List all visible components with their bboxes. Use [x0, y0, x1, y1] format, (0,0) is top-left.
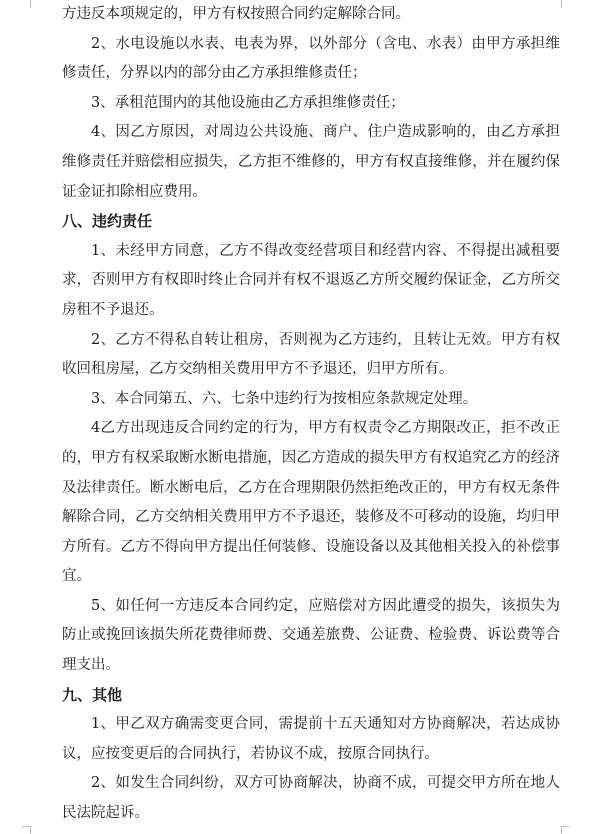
paragraph: 2、乙方不得私自转让租房，否则视为乙方违约，且转让无效。甲方有权收回租房屋，乙方交纳相关费用甲方不予退还，归甲方所有。: [62, 331, 560, 378]
page-corner-mark: [22, 826, 30, 827]
page-corner-mark: [561, 826, 562, 834]
paragraph: 1、甲乙双方确需变更合同，需提前十五天通知对方协商解决，若达成协议，应按变更后的合同执行，若协议不成，按原合同执行。: [62, 716, 560, 762]
page-corner-mark: [561, 826, 569, 827]
page-corner-mark: [561, 0, 562, 8]
page-corner-mark: [30, 826, 31, 834]
page-corner-mark: [30, 0, 31, 8]
paragraph: 2、如发生合同纠纷，双方可协商解决，协商不成，可提交甲方所在地人民法院起诉。: [62, 775, 560, 822]
paragraph: 4乙方出现违反合同约定的行为，甲方有权责令乙方期限改正，拒不改正的，甲方有权采取断水断电措施，因乙方造成的损失甲方有权追究乙方的经济及法律责任。断水断电后，乙方在合理期限仍然拒绝改正的，甲方有权无条件解除合同，乙方交纳相关费用甲方不予退还，装修及不可移动的设施，均归甲方所有。乙方不得向甲方提出任何装修、设施设备以及其他相关投入的补偿事宜。: [62, 420, 560, 585]
paragraph: 5、如任何一方违反本合同约定，应赔偿对方因此遭受的损失，该损失为防止或挽回该损失所花费律师费、交通差旅费、公证费、检验费、诉讼费等合理支出。: [62, 597, 560, 674]
paragraph: 2、水电设施以水表、电表为界，以外部分（含电、水表）由甲方承担维修责任，分界以内的部分由乙方承担维修责任；: [62, 35, 560, 82]
paragraph: 3、本合同第五、六、七条中违约行为按相应条款规定处理。: [91, 390, 478, 407]
paragraph: 1、未经甲方同意，乙方不得改变经营项目和经营内容、不得提出减租要求，否则甲方有权即时终止合同并有权不退返乙方所交履约保证金，乙方所交房租不予退还。: [62, 242, 560, 318]
section-heading: 九、其他: [62, 685, 123, 704]
paragraph: 3、承租范围内的其他设施由乙方承担维修责任；: [91, 94, 405, 111]
document-body: [62, 0, 560, 829]
section-heading: 八、违约责任: [62, 212, 153, 231]
paragraph: 4、因乙方原因，对周边公共设施、商户、住户造成影响的，由乙方承担维修责任并赔偿相应损失，乙方拒不维修的，甲方有权直接维修，并在履约保证金证扣除相应费用。: [62, 124, 560, 200]
paragraph: 方违反本项规定的，甲方有权按照合同约定解除合同。: [62, 6, 410, 22]
